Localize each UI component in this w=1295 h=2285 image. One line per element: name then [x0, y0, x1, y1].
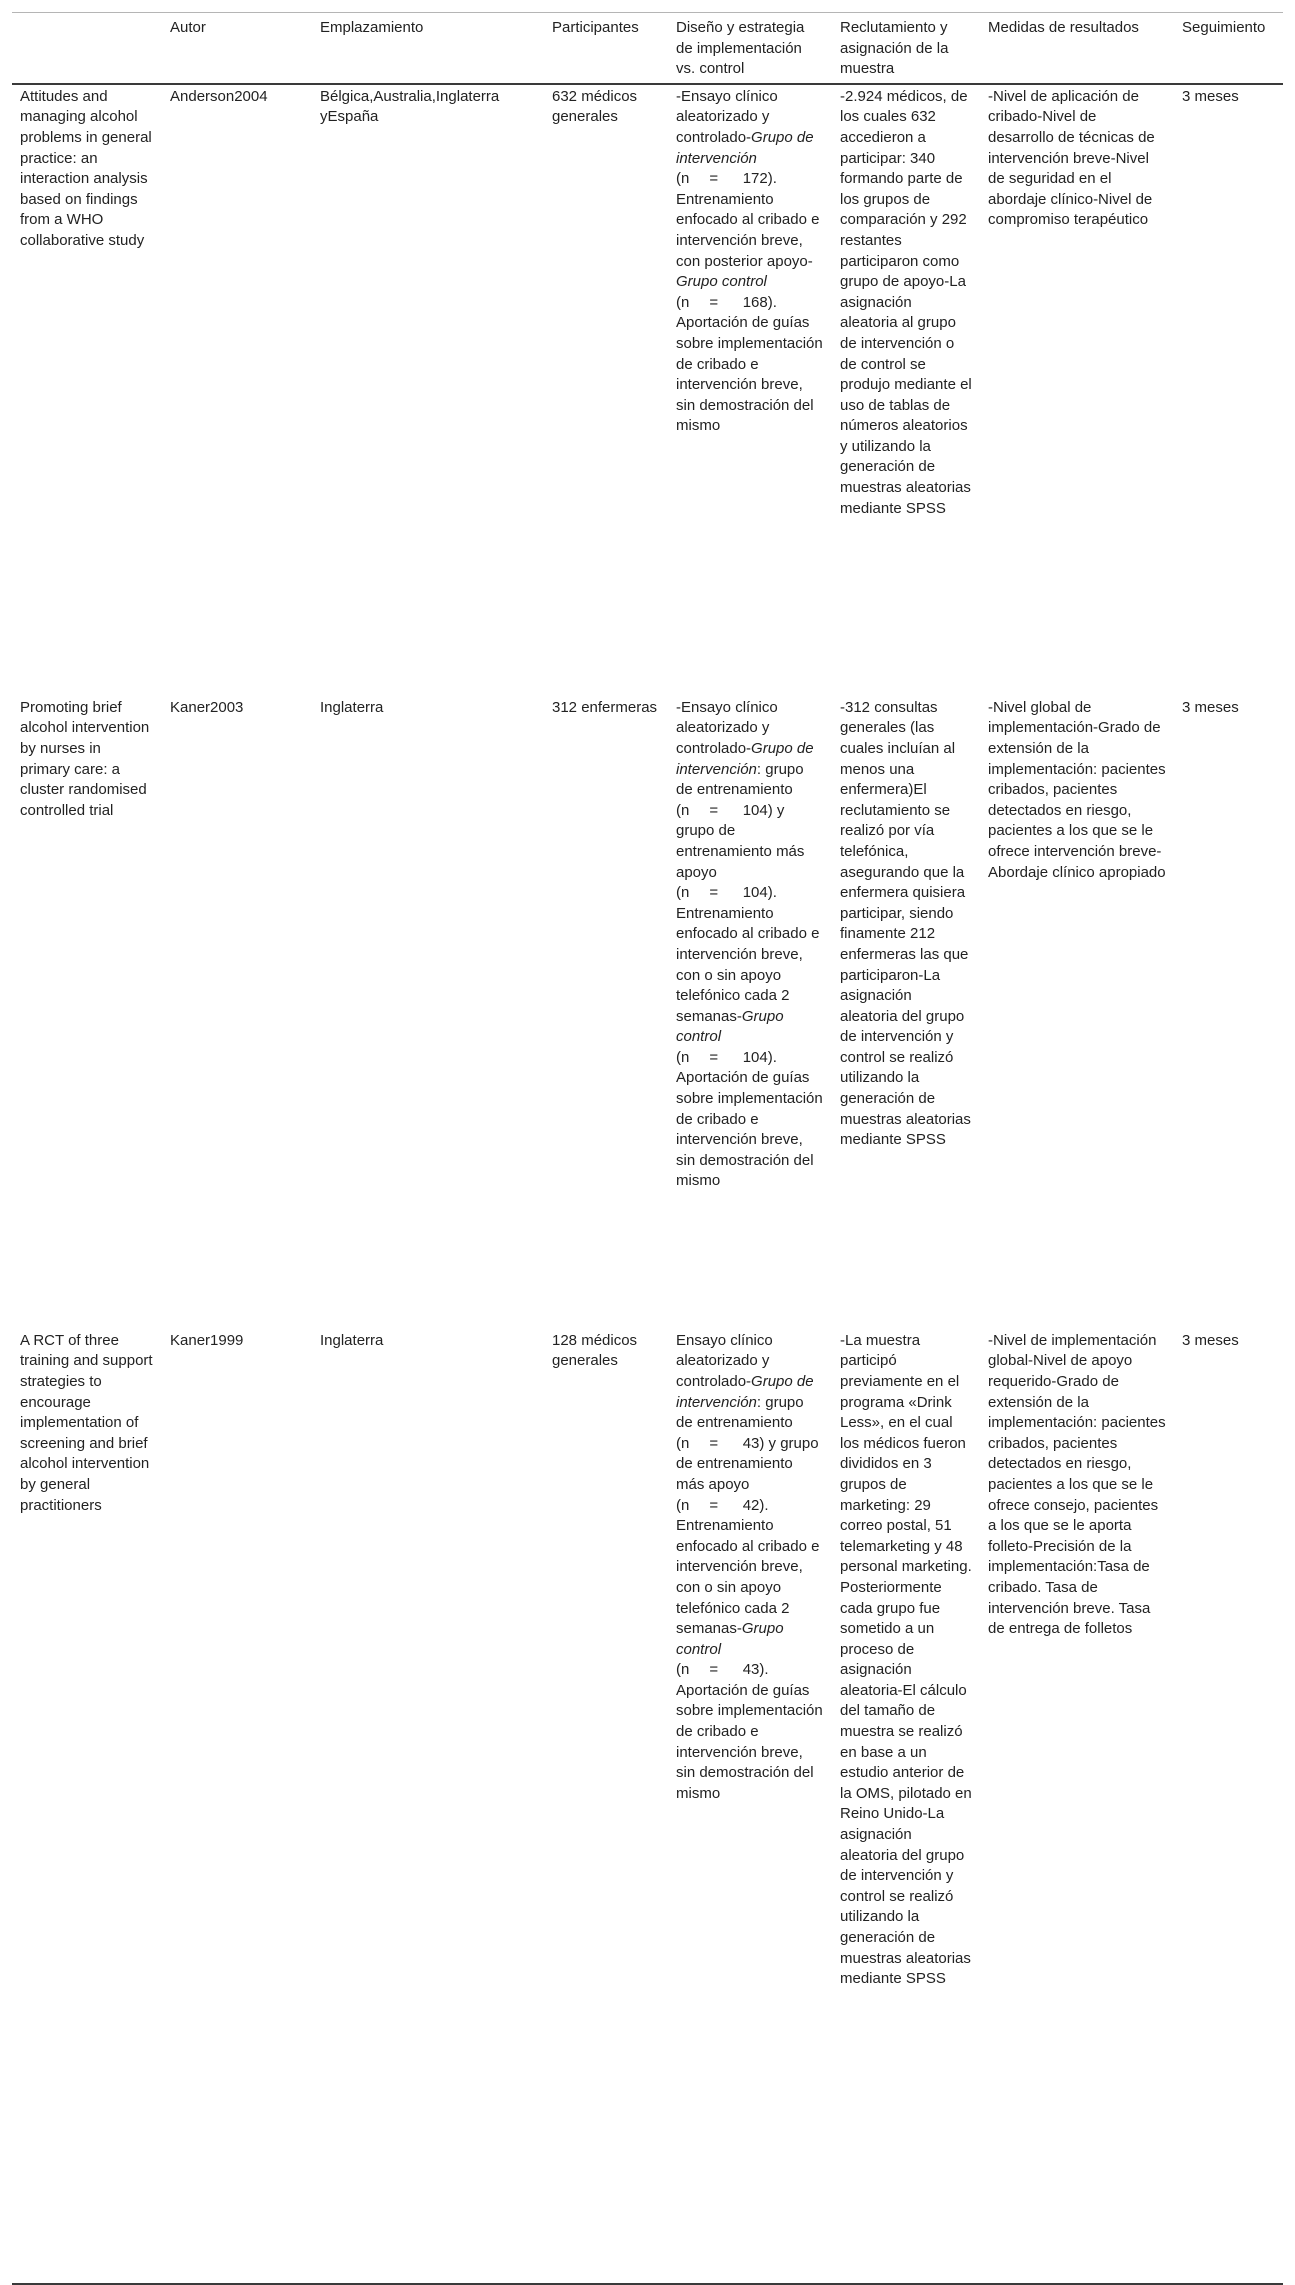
diseno-text: Entrenamiento enfocado al cribado e intervención breve, con o sin apoyo telefónico cada 2 semanas-: [676, 1517, 820, 1638]
study-seguimiento: 3 meses: [1182, 698, 1239, 716]
sample-size: (n = 42).: [676, 1496, 769, 1514]
study-participantes: 632 médicos generales: [552, 87, 638, 126]
control-group-label: Grupo control: [676, 1620, 784, 1658]
studies-table: [12, 12, 1283, 2285]
header-seguimiento: Seguimiento: [1182, 19, 1266, 36]
intervention-group-label: Grupo de intervención: [676, 739, 814, 778]
diseno-text: Ensayo clínico aleatorizado y controlado-: [676, 1331, 773, 1390]
study-autor: Anderson2004: [170, 87, 268, 105]
study-participantes: 312 enfermeras: [552, 698, 658, 716]
study-medidas: -Nivel de aplicación de cribado-Nivel de desarrollo de técnicas de intervención breve-Nivel de seguridad en el abordaje clínico-Nivel de compromiso terapéutico: [988, 87, 1155, 229]
study-emplazamiento: Inglaterra: [320, 698, 384, 716]
diseno-text: : grupo de entrenamiento: [676, 1393, 804, 1432]
sample-size: (n = 104).: [676, 1048, 777, 1066]
study-title: Promoting brief alcohol intervention by nurses in primary care: a cluster randomised controlled trial: [20, 698, 150, 819]
study-seguimiento: 3 meses: [1182, 87, 1239, 105]
study-reclutamiento: -2.924 médicos, de los cuales 632 accedieron a participar: 340 formando parte de los grupos de comparación y 292 restantes participaron como grupo de apoyo-La asignación aleatoria al grupo de intervención o de control se produjo mediante el uso de tablas de números aleatorios y utilizando la generación de muestras aleatorias mediante SPSS: [840, 87, 972, 517]
sample-size: (n = 104).: [676, 884, 777, 902]
control-group-label: Grupo control: [676, 1007, 784, 1046]
study-reclutamiento: -312 consultas generales (las cuales incluían al menos una enfermera)El reclutamiento se realizó por vía telefónica, asegurando que la enfermera quisiera participar, siendo finamente 212 enfermeras las que participaron-La asignación aleatoria del grupo de intervención y control se realizó utilizando la generación de muestras aleatorias mediante SPSS: [840, 698, 971, 1149]
table-row: [12, 84, 1283, 696]
study-medidas: -Nivel de implementación global-Nivel de apoyo requerido-Grado de extensión de la implementación: pacientes cribados, pacientes detectados en riesgo, pacientes a los que se le ofrece consejo, pacientes a los que se le aporta folleto-Precisión de la implementación:Tasa de cribado. Tasa de intervención breve. Tasa de entrega de folletos: [988, 1331, 1166, 1638]
sample-size: (n = 172).: [676, 170, 777, 188]
study-diseno: [668, 696, 832, 1329]
diseno-text: -Ensayo clínico aleatorizado y controlado-: [676, 87, 778, 146]
study-title: Attitudes and managing alcohol problems in general practice: an interaction analysis based on findings from a WHO collaborative study: [20, 87, 152, 249]
study-autor: Kaner1999: [170, 1331, 244, 1349]
diseno-text: -Ensayo clínico aleatorizado y controlado-: [676, 698, 778, 757]
table-header: [12, 13, 1283, 84]
header-diseno: Diseño y estrategia de implementación vs. control: [676, 19, 805, 78]
study-seguimiento: 3 meses: [1182, 1331, 1239, 1349]
control-group-label: Grupo control: [676, 273, 767, 291]
study-autor: Kaner2003: [170, 698, 244, 716]
diseno-text: Entrenamiento enfocado al cribado e intervención breve, con posterior apoyo-: [676, 190, 820, 270]
sample-size: (n = 104) y: [676, 801, 785, 819]
table-row: [12, 696, 1283, 1329]
header-title: [12, 13, 162, 84]
diseno-text: grupo de entrenamiento más apoyo: [676, 1434, 819, 1493]
diseno-text: Aportación de guías sobre implementación de cribado e intervención breve, sin demostración del mismo: [676, 1681, 823, 1802]
study-emplazamiento: Bélgica,Australia,Inglaterra yEspaña: [320, 87, 500, 126]
study-reclutamiento: -La muestra participó previamente en el programa «Drink Less», en el cual los médicos fueron divididos en 3 grupos de marketing: 29 correo postal, 51 telemarketing y 48 personal marketing. Posteriormente cada grupo fue sometido a un proceso de asignación aleatoria-El cálculo del tamaño de muestra se realizó en base a un estudio anterior de la OMS, pilotado en Reino Unido-La asignación aleatoria del grupo de intervención y control se realizó utilizando la generación de muestras aleatorias mediante SPSS: [840, 1331, 972, 1988]
diseno-text: grupo de entrenamiento más apoyo: [676, 822, 805, 881]
header-medidas: Medidas de resultados: [988, 19, 1139, 36]
table-body: [12, 84, 1283, 2284]
diseno-text: Aportación de guías sobre implementación de cribado e intervención breve, sin demostración del mismo: [676, 1069, 823, 1190]
header-emplazamiento: Emplazamiento: [320, 19, 424, 36]
diseno-text: Aportación de guías sobre implementación de cribado e intervención breve, sin demostración del mismo: [676, 314, 823, 435]
header-autor: Autor: [170, 19, 206, 36]
diseno-text: Entrenamiento enfocado al cribado e intervención breve, con o sin apoyo telefónico cada 2 semanas-: [676, 904, 820, 1025]
study-diseno: [668, 84, 832, 696]
study-diseno: [668, 1329, 832, 2284]
study-emplazamiento: Inglaterra: [320, 1331, 384, 1349]
table-row: [12, 1329, 1283, 2284]
sample-size: (n = 168).: [676, 293, 777, 311]
sample-size: (n = 43).: [676, 1661, 769, 1679]
diseno-text: : grupo de entrenamiento: [676, 760, 804, 799]
header-row: [12, 13, 1283, 84]
study-participantes: 128 médicos generales: [552, 1331, 638, 1370]
sample-size: (n = 43) y: [676, 1434, 777, 1452]
header-reclutamiento: Reclutamiento y asignación de la muestra: [840, 19, 949, 78]
intervention-group-label: Grupo de intervención: [676, 1372, 814, 1411]
study-title: A RCT of three training and support strategies to encourage implementation of screening and brief alcohol intervention by general practitioners: [20, 1331, 153, 1514]
intervention-group-label: Grupo de intervención: [676, 128, 814, 167]
study-medidas: -Nivel global de implementación-Grado de extensión de la implementación: pacientes cribados, pacientes detectados en riesgo, pacientes a los que se le ofrece intervención breve-Abordaje clínico apropiado: [988, 698, 1166, 881]
header-participantes: Participantes: [552, 19, 639, 36]
